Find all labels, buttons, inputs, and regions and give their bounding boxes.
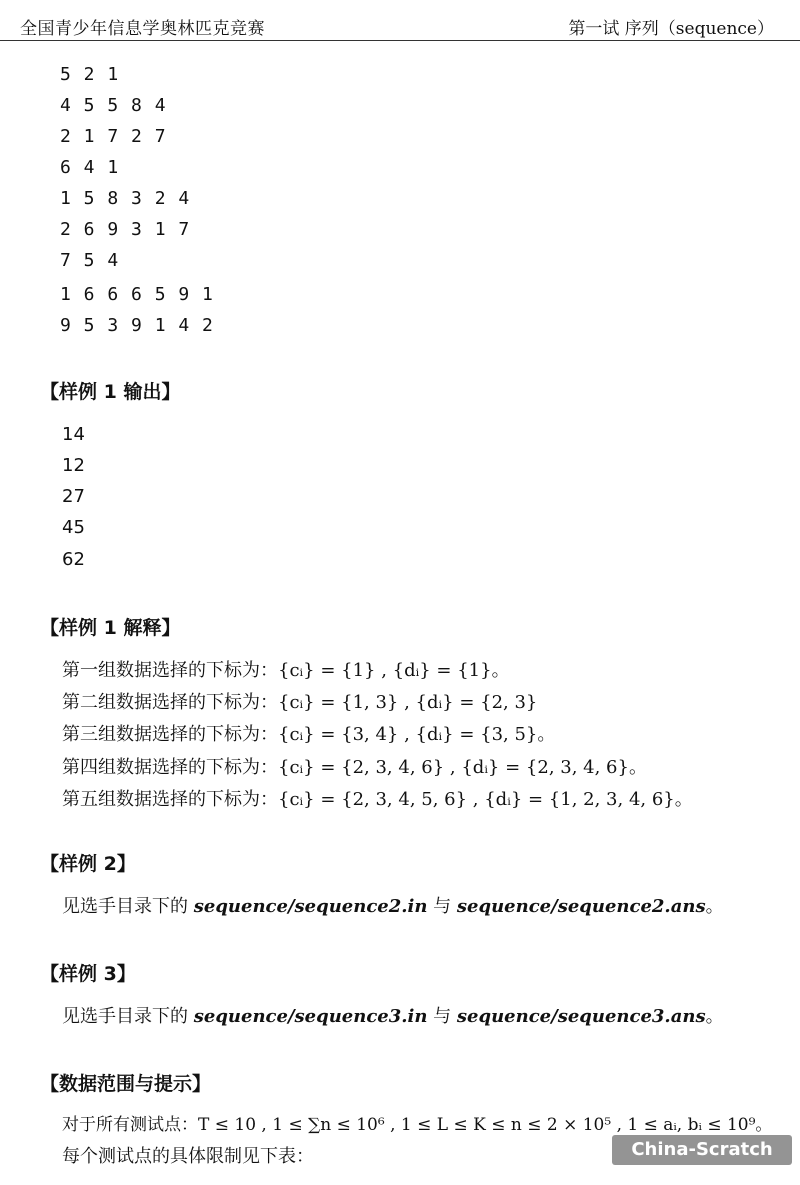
input-line: 2 6 9 3 1 7 (60, 219, 191, 240)
input-line: 1 5 8 3 2 4 (60, 188, 191, 209)
output-value: 12 (62, 455, 85, 476)
sample3-prefix: 见选手目录下的 (62, 1006, 194, 1027)
explain-line: 第二组数据选择的下标为：{cᵢ} = {1, 3} , {dᵢ} = {2, 3} (62, 692, 538, 713)
input-line: 1 6 6 6 5 9 1 (60, 284, 214, 305)
output-value: 45 (62, 517, 85, 538)
sample3-input-file: sequence/sequence3.in (193, 1006, 428, 1027)
sample2-answer-file: sequence/sequence2.ans (456, 896, 706, 917)
contest-title: 全国青少年信息学奥林匹克竞赛 (20, 19, 265, 39)
explain-line: 第五组数据选择的下标为：{cᵢ} = {2, 3, 4, 5, 6} , {dᵢ} = {1, 2, 3, 4, 6}。 (62, 789, 693, 810)
sample1-explain-heading: 【样例 1 解释】 (40, 617, 181, 639)
data-range-constraints: 对于所有测试点：T ≤ 10 , 1 ≤ ∑n ≤ 10⁶ , 1 ≤ L ≤ K ≤ n ≤ 2 × 10⁵ , 1 ≤ aᵢ, bᵢ ≤ 10⁹。 (62, 1115, 773, 1135)
sample3-heading: 【样例 3】 (40, 963, 136, 985)
sample3-mid: 与 (427, 1006, 457, 1027)
output-value: 62 (62, 549, 85, 570)
explain-line: 第四组数据选择的下标为：{cᵢ} = {2, 3, 4, 6} , {dᵢ} = {2, 3, 4, 6}。 (62, 757, 647, 778)
sample2-prefix: 见选手目录下的 (62, 896, 194, 917)
sample3-suffix: 。 (705, 1006, 724, 1027)
page-header (0, 0, 800, 41)
output-value: 27 (62, 486, 85, 507)
sample2-text (62, 892, 724, 918)
input-line: 4 5 5 8 4 (60, 95, 167, 116)
sample3-text (62, 1002, 724, 1028)
data-range-note: 每个测试点的具体限制见下表： (62, 1146, 314, 1167)
sample2-suffix: 。 (705, 896, 724, 917)
explain-line: 第三组数据选择的下标为：{cᵢ} = {3, 4} , {dᵢ} = {3, 5}。 (62, 724, 556, 745)
sample2-heading: 【样例 2】 (40, 853, 136, 875)
sample2-mid: 与 (427, 896, 457, 917)
sample1-output-heading: 【样例 1 输出】 (40, 381, 181, 403)
watermark-logo: China-Scratch (612, 1135, 792, 1165)
data-range-heading: 【数据范围与提示】 (40, 1073, 212, 1095)
sample2-input-file: sequence/sequence2.in (193, 896, 428, 917)
input-line: 9 5 3 9 1 4 2 (60, 315, 214, 336)
explain-line: 第一组数据选择的下标为：{cᵢ} = {1} , {dᵢ} = {1}。 (62, 660, 510, 681)
problem-title: 第一试 序列（sequence） (568, 19, 774, 39)
output-value: 14 (62, 424, 85, 445)
input-line: 2 1 7 2 7 (60, 126, 167, 147)
input-line: 7 5 4 (60, 250, 120, 271)
sample3-answer-file: sequence/sequence3.ans (456, 1006, 706, 1027)
input-line: 5 2 1 (60, 64, 120, 85)
input-line: 6 4 1 (60, 157, 120, 178)
